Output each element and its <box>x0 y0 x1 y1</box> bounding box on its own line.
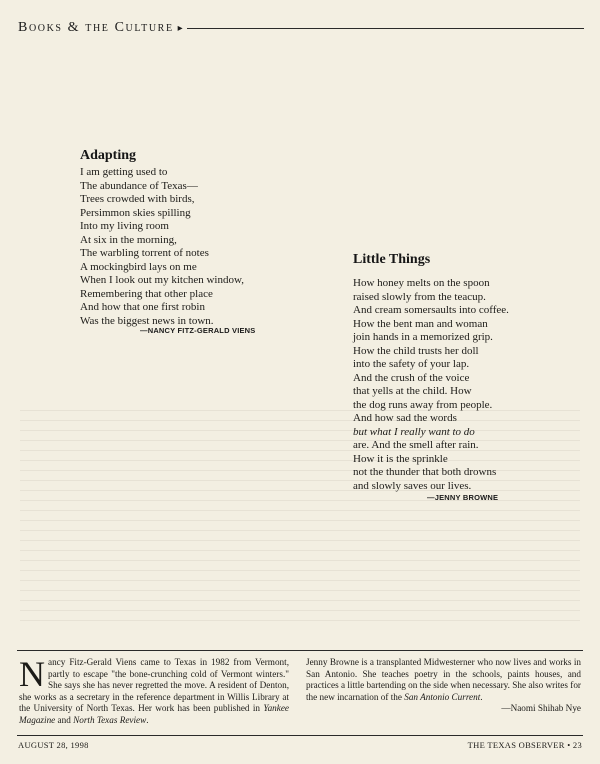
poem-line: When I look out my kitchen window, <box>80 274 244 286</box>
publication-name: Yankee Magazine <box>19 703 289 725</box>
publication-page-number: THE TEXAS OBSERVER • 23 <box>467 740 582 750</box>
poem-line: the dog runs away from people. <box>353 398 493 411</box>
poem-title-little-things: Little Things <box>353 252 431 267</box>
poem-line: How the bent man and woman <box>353 317 488 330</box>
poem-line: Persimmon skies spilling <box>80 206 191 219</box>
poem-line: not the thunder that both drowns <box>353 466 497 478</box>
poem-line: How it is the sprinkle <box>353 452 448 465</box>
poem-line: into the safety of your lap. <box>353 358 470 370</box>
section-title: Books & the Culture <box>18 20 174 35</box>
poem-line: join hands in a memorized grip. <box>353 331 493 343</box>
editor-signature: —Naomi Shihab Nye <box>501 703 581 714</box>
poem-line: At six in the morning, <box>80 233 177 246</box>
arrow-right-icon: ▸ <box>177 22 183 34</box>
bio-text: Jenny Browne is a transplanted Midwesterner who now lives and works in San Antonio. She teaches poetry in the schools, paints houses, and practices a little bartending on the side when necessary. She also writes for the new incarnation of the <box>306 657 581 702</box>
byline-nancy: —NANCY FITZ-GERALD VIENS <box>140 326 256 335</box>
poem-line: that yells at the child. How <box>353 385 472 397</box>
poem-line: And how that one first robin <box>80 301 205 313</box>
issue-date: AUGUST 28, 1998 <box>18 740 89 750</box>
poem-line: And the crush of the voice <box>353 371 470 384</box>
poem-body-little-things <box>353 277 509 493</box>
bio-text: and <box>55 714 74 725</box>
poem-line: Remembering that other place <box>80 287 213 300</box>
poem-line: I am getting used to <box>80 166 168 178</box>
poem-title-adapting: Adapting <box>80 148 137 163</box>
poem-body-adapting <box>80 166 244 328</box>
bio-text: ancy Fitz-Gerald Viens came to Texas in 1982 from Vermont, partly to escape "the bone-crunching cold of Vermont winters." She says she has never regretted the move. A resident of Denton, she works as a secretary in the reference department in Willis Library at the University of North Texas. Her work has been published in <box>19 657 289 714</box>
poem-line: A mockingbird lays on me <box>80 260 197 273</box>
bio-jenny <box>306 657 581 715</box>
bio-nancy <box>19 654 289 727</box>
poem-line: Trees crowded with birds, <box>80 193 195 205</box>
poem-line: raised slowly from the teacup. <box>353 290 486 303</box>
publication-name: North Texas Review <box>73 714 147 725</box>
poem-line-italic: but what I really want to do <box>353 425 475 438</box>
poem-line: Was the biggest news in town. <box>80 314 214 327</box>
poem-line: And how sad the words <box>353 412 457 424</box>
header-rule <box>187 28 584 29</box>
poem-line: Into my living room <box>80 220 169 232</box>
section-header <box>18 18 584 38</box>
bio-text: . <box>480 691 483 702</box>
publication-name: San Antonio Current <box>404 691 481 702</box>
byline-jenny: —JENNY BROWNE <box>427 493 499 502</box>
poem-line: And cream somersaults into coffee. <box>353 304 509 316</box>
drop-cap: N <box>19 654 45 694</box>
poem-line: The abundance of Texas— <box>80 179 198 192</box>
poem-line: How the child trusts her doll <box>353 344 479 357</box>
bio-text: . <box>146 714 149 725</box>
poem-line: are. And the smell after rain. <box>353 439 479 451</box>
poem-line: and slowly saves our lives. <box>353 479 472 492</box>
poem-line: How honey melts on the spoon <box>353 277 490 289</box>
contributor-notes <box>17 650 583 736</box>
poem-line: The warbling torrent of notes <box>80 247 209 259</box>
